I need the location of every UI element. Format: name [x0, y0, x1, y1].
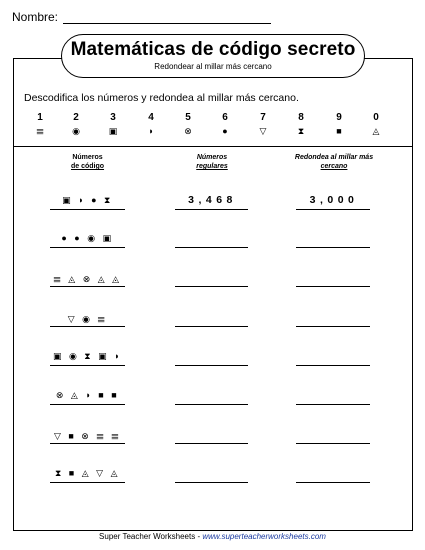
key-symbol-icon: ◗: [148, 126, 154, 136]
footer: [0, 532, 425, 541]
table-row: [0, 466, 425, 486]
table-row: [0, 193, 425, 213]
key-digit: 9: [336, 112, 342, 123]
regular-number-blank[interactable]: [175, 247, 248, 248]
table-row: [0, 270, 425, 290]
regular-number-blank[interactable]: [175, 404, 248, 405]
key-digit: 4: [148, 112, 154, 123]
key-digit: 0: [373, 112, 379, 123]
code-underline: [50, 404, 125, 405]
code-underline: [50, 326, 125, 327]
name-field[interactable]: [63, 23, 271, 24]
name-label: Nombre:: [12, 10, 59, 24]
footer-url-link[interactable]: www.superteacherworksheets.com: [202, 532, 326, 541]
column-header-text: Números: [196, 154, 228, 161]
rounded-number-blank[interactable]: [296, 365, 370, 366]
key-symbol-icon: ▣: [108, 126, 118, 136]
column-header-text: regulares: [196, 163, 228, 170]
key-item: [361, 112, 391, 138]
page-title: Matemáticas de código secreto: [70, 39, 356, 60]
regular-number-blank[interactable]: [175, 326, 248, 327]
code-symbols: ▣ ◉ ⧗ ▣ ◗: [52, 351, 123, 361]
code-underline: [50, 209, 125, 210]
key-item: [61, 112, 91, 138]
key-item: [98, 112, 128, 138]
code-underline: [50, 286, 125, 287]
code-symbols: ▽ ■ ⊗ 𝍣 𝍣: [53, 431, 122, 441]
key-digit: 3: [110, 112, 116, 123]
key-symbol-icon: ◬: [372, 126, 380, 136]
code-symbols: ⧗ ■ ◬ ▽ ◬: [54, 468, 121, 478]
code-key: [0, 112, 425, 142]
rounded-number-blank[interactable]: [296, 286, 370, 287]
regular-number-answer: 3,468: [188, 194, 237, 206]
footer-brand: Super Teacher Worksheets -: [99, 532, 203, 541]
code-underline: [50, 365, 125, 366]
key-symbol-icon: ■: [336, 126, 342, 136]
code-symbols: ⊗ ◬ ◗ ■ ■: [55, 390, 120, 400]
rounded-number-blank[interactable]: [296, 326, 370, 327]
regular-number-blank[interactable]: [175, 443, 248, 444]
rounded-number-answer: 3,000: [309, 194, 359, 206]
regular-number-blank[interactable]: [175, 209, 248, 210]
key-item: [25, 112, 55, 138]
key-digit: 2: [73, 112, 79, 123]
column-header-regular: [178, 153, 246, 171]
title-banner: [61, 34, 365, 78]
key-digit: 7: [260, 112, 266, 123]
key-symbol-icon: ⧗: [297, 126, 305, 136]
table-row: [0, 231, 425, 251]
key-digit: 5: [185, 112, 191, 123]
table-row: [0, 310, 425, 330]
key-digit: 1: [37, 112, 43, 123]
code-symbols: ▣ ◗ ● ⧗: [62, 195, 113, 205]
key-item: [173, 112, 203, 138]
regular-number-blank[interactable]: [175, 482, 248, 483]
table-row: [0, 349, 425, 369]
key-symbol-icon: 𝍣: [36, 126, 44, 136]
rounded-number-blank[interactable]: [296, 209, 370, 210]
regular-number-blank[interactable]: [175, 286, 248, 287]
key-item: [136, 112, 166, 138]
page-subtitle: Redondear al millar más cercano: [154, 62, 272, 71]
regular-number-blank[interactable]: [175, 365, 248, 366]
key-item: [324, 112, 354, 138]
instructions: Descodifica los números y redondea al millar más cercano.: [24, 92, 299, 104]
key-symbol-icon: ▽: [259, 126, 267, 136]
rounded-number-blank[interactable]: [296, 247, 370, 248]
table-row: [0, 388, 425, 408]
key-digit: 6: [222, 112, 228, 123]
column-header-text: de código: [70, 163, 105, 170]
key-digit: 8: [298, 112, 304, 123]
column-header-rounded: [283, 153, 385, 171]
code-symbols: ▽ ◉ 𝍣: [67, 314, 108, 324]
key-symbol-icon: ⊗: [184, 126, 192, 136]
code-underline: [50, 247, 125, 248]
key-item: [286, 112, 316, 138]
table-row: [0, 427, 425, 447]
key-symbol-icon: ◉: [72, 126, 80, 136]
code-underline: [50, 443, 125, 444]
code-underline: [50, 482, 125, 483]
key-item: [210, 112, 240, 138]
column-header-code: [55, 153, 120, 171]
rounded-number-blank[interactable]: [296, 443, 370, 444]
rounded-number-blank[interactable]: [296, 404, 370, 405]
column-header-text: cercano: [320, 163, 348, 170]
rounded-number-blank[interactable]: [296, 482, 370, 483]
column-header-text: Redondea al millar más: [294, 154, 374, 161]
key-item: [248, 112, 278, 138]
code-symbols: ● ● ◉ ▣: [61, 233, 114, 243]
section-divider: [13, 146, 413, 147]
column-header-text: Números: [72, 154, 103, 161]
code-symbols: 𝍣 ◬ ⊗ ◬ ◬: [53, 274, 122, 284]
key-symbol-icon: ●: [222, 126, 228, 136]
